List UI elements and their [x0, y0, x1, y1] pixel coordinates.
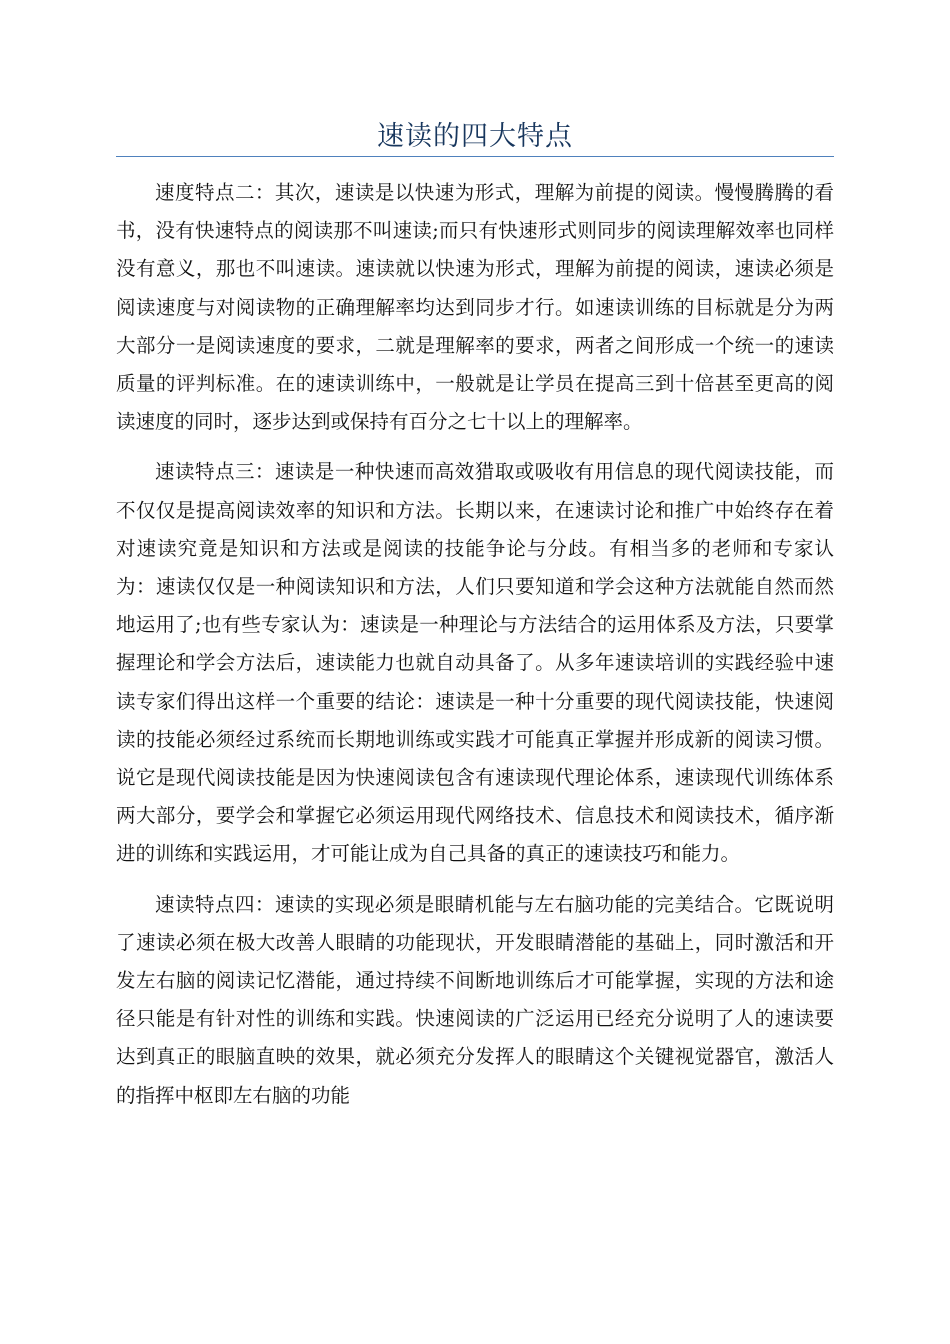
paragraph-speed-feature-three: 速读特点三：速读是一种快速而高效猎取或吸收有用信息的现代阅读技能，而不仅仅是提高阅读效率的知识和方法。长期以来，在速读讨论和推广中始终存在着对速读究竟是知识和方法或是阅读的技能争论与分歧。有相当多的老师和专家认为：速读仅仅是一种阅读知识和方法，人们只要知道和学会这种方法就能自然而然地运用了;也有些专家认为：速读是一种理论与方法结合的运用体系及方法，只要掌握理论和学会方法后，速读能力也就自动具备了。从多年速读培训的实践经验中速读专家们得出这样一个重要的结论：速读是一种十分重要的现代阅读技能，快速阅读的技能必须经过系统而长期地训练或实践才可能真正掌握并形成新的阅读习惯。说它是现代阅读技能是因为快速阅读包含有速读现代理论体系，速读现代训练体系两大部分，要学会和掌握它必须运用现代网络技术、信息技术和阅读技术，循序渐进的训练和实践运用，才可能让成为自己具备的真正的速读技巧和能力。 — [116, 460, 834, 866]
document-body — [116, 174, 834, 1127]
paragraph-speed-feature-two: 速度特点二：其次，速读是以快速为形式，理解为前提的阅读。慢慢腾腾的看书，没有快速特点的阅读那不叫速读;而只有快速形式则同步的阅读理解效率也同样没有意义，那也不叫速读。速读就以快速为形式，理解为前提的阅读，速读必须是阅读速度与对阅读物的正确理解率均达到同步才行。如速读训练的目标就是分为两大部分一是阅读速度的要求，二就是理解率的要求，两者之间形成一个统一的速读质量的评判标准。在的速读训练中，一般就是让学员在提高三到十倍甚至更高的阅读速度的同时，逐步达到或保持有百分之七十以上的理解率。 — [116, 181, 834, 434]
title-block — [116, 108, 834, 157]
page-title: 速读的四大特点 — [377, 121, 573, 152]
paragraph-speed-feature-four: 速读特点四：速读的实现必须是眼睛机能与左右脑功能的完美结合。它既说明了速读必须在极大改善人眼睛的功能现状，开发眼睛潜能的基础上，同时激活和开发左右脑的阅读记忆潜能，通过持续不间断地训练后才可能掌握，实现的方法和途径只能是有针对性的训练和实践。快速阅读的广泛运用已经充分说明了人的速读要达到真正的眼脑直映的效果，就必须充分发挥人的眼睛这个关键视觉器官，激活人的指挥中枢即左右脑的功能 — [116, 892, 834, 1107]
